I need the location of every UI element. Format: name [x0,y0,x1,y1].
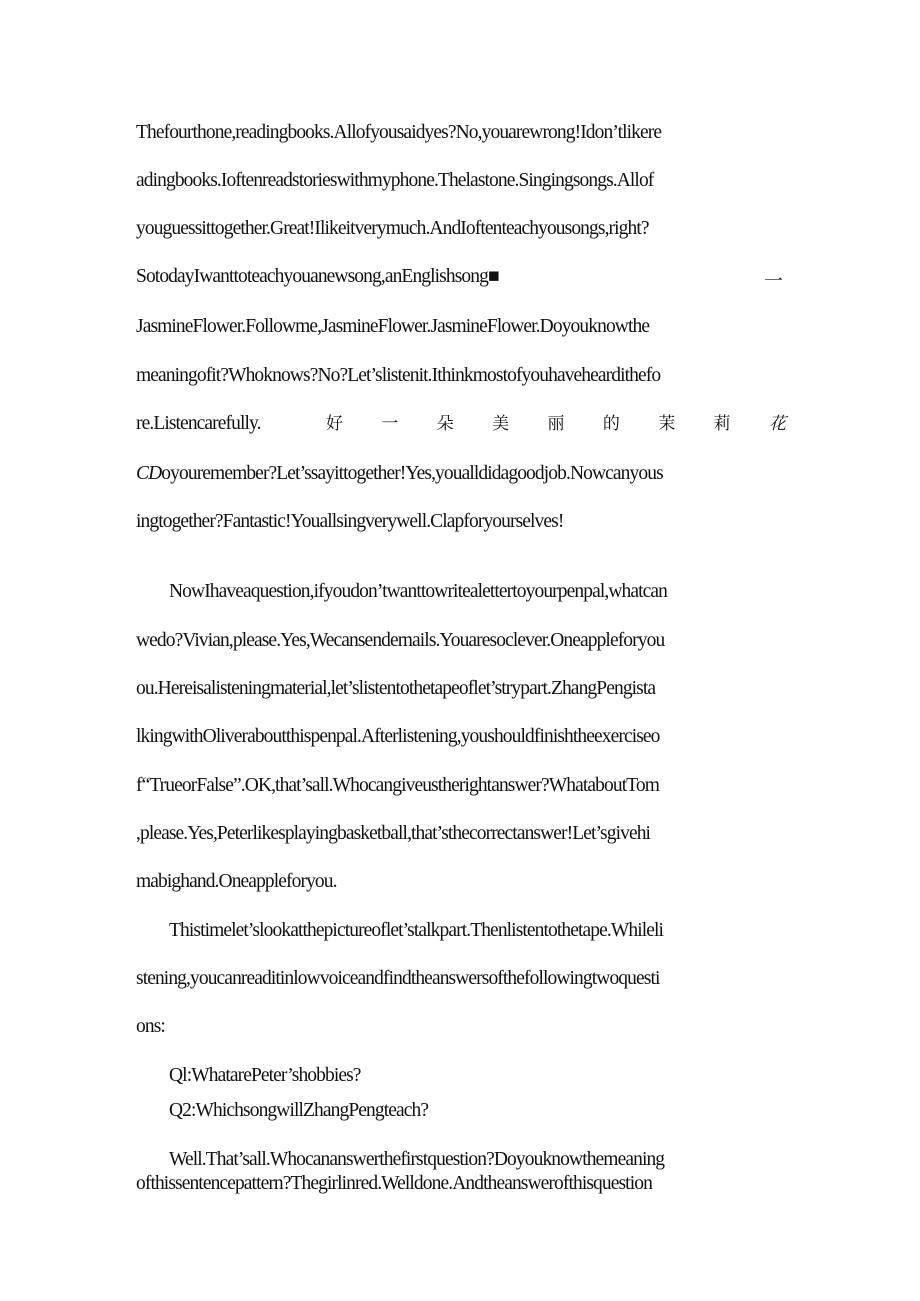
text-line: Well.That’sall.Whocananswerthefirstquestion?Doyouknowthemeaning [169,1149,665,1170]
text-line: f“TrueorFalse”.OK,that’sall.Whocangiveustherightanswer?WhataboutTom [136,775,659,796]
cjk-char: 一 [381,414,399,434]
cjk-char: 的 [602,414,620,434]
text-line: wedo?Vivian,please.Yes,Wecansendemails.Youaresoclever.Oneappleforyou [136,630,665,651]
text-line: ons: [136,1016,165,1037]
dash-mark: 一 [764,270,784,292]
text-line: meaningofit?Whoknows?No?Let’slistenit.Ithinkmostofyouhaveheardithefo [136,365,661,386]
text-line: SotodayIwanttoteachyouanewsong,anEnglishsong■ [136,266,499,287]
text-line: ingtogether?Fantastic!Youallsingverywell.Clapforyourselves! [136,511,564,532]
text-line: NowIhaveaquestion,ifyoudon’twanttowritealettertoyourpenpal,whatcan [169,581,667,602]
cjk-char: 丽 [547,414,565,434]
text-line-mixed [136,414,786,434]
text-line: stening,youcanreaditinlowvoiceandfindtheanswersofthefollowingtwoquesti [136,968,660,989]
cjk-char: 花 [769,414,786,434]
question-line: Ql:WhatarePeter’shobbies? [169,1065,361,1086]
cjk-char: 朵 [436,414,454,434]
text-line [136,464,786,484]
cd-italic: CD [136,463,162,484]
cjk-char: 好 [326,414,343,434]
chinese-song-title [326,416,786,433]
question-line: Q2:WhichsongwillZhangPengteach? [169,1100,429,1121]
text-line: Thefourthone,readingbooks.Allofyousaidyes?No,youarewrong!Idon’tlikere [136,122,662,143]
text-line: ofthissentencepattern?Thegirlinred.Welldone.Andtheanswerofthisquestion [136,1173,652,1194]
text-fragment: oyouremember?Let’ssayittogether!Yes,youalldidagoodjob.Nowcanyous [161,463,663,484]
cjk-char: 莉 [713,414,731,434]
cjk-char: 美 [492,414,510,434]
text-line: lkingwithOliveraboutthispenpal.Afterlistening,youshouldfinishtheexerciseo [136,726,660,747]
text-line: mabighand.Oneappleforyou. [136,871,337,892]
text-line: ,please.Yes,Peterlikesplayingbasketball,that’sthecorrectanswer!Let’sgivehi [136,823,651,844]
text-line: ou.Hereisalisteningmaterial,let’slistentothetapeoflet’strypart.ZhangPengista [136,678,656,699]
text-line: Thistimelet’slookatthepictureoflet’stalkpart.Thenlistentothetape.Whileli [169,920,664,941]
cjk-char: 茉 [658,414,676,434]
text-line: JasmineFlower.Followme,JasmineFlower.JasmineFlower.Doyouknowthe [136,316,650,337]
text-fragment: re.Listencarefully. [136,413,261,434]
text-line: adingbooks.Ioftenreadstorieswithmyphone.Thelastone.Singingsongs.Allof [136,170,654,191]
text-line: youguessittogether.Great!Ilikeitverymuch.AndIoftenteachyousongs,right? [136,218,649,239]
